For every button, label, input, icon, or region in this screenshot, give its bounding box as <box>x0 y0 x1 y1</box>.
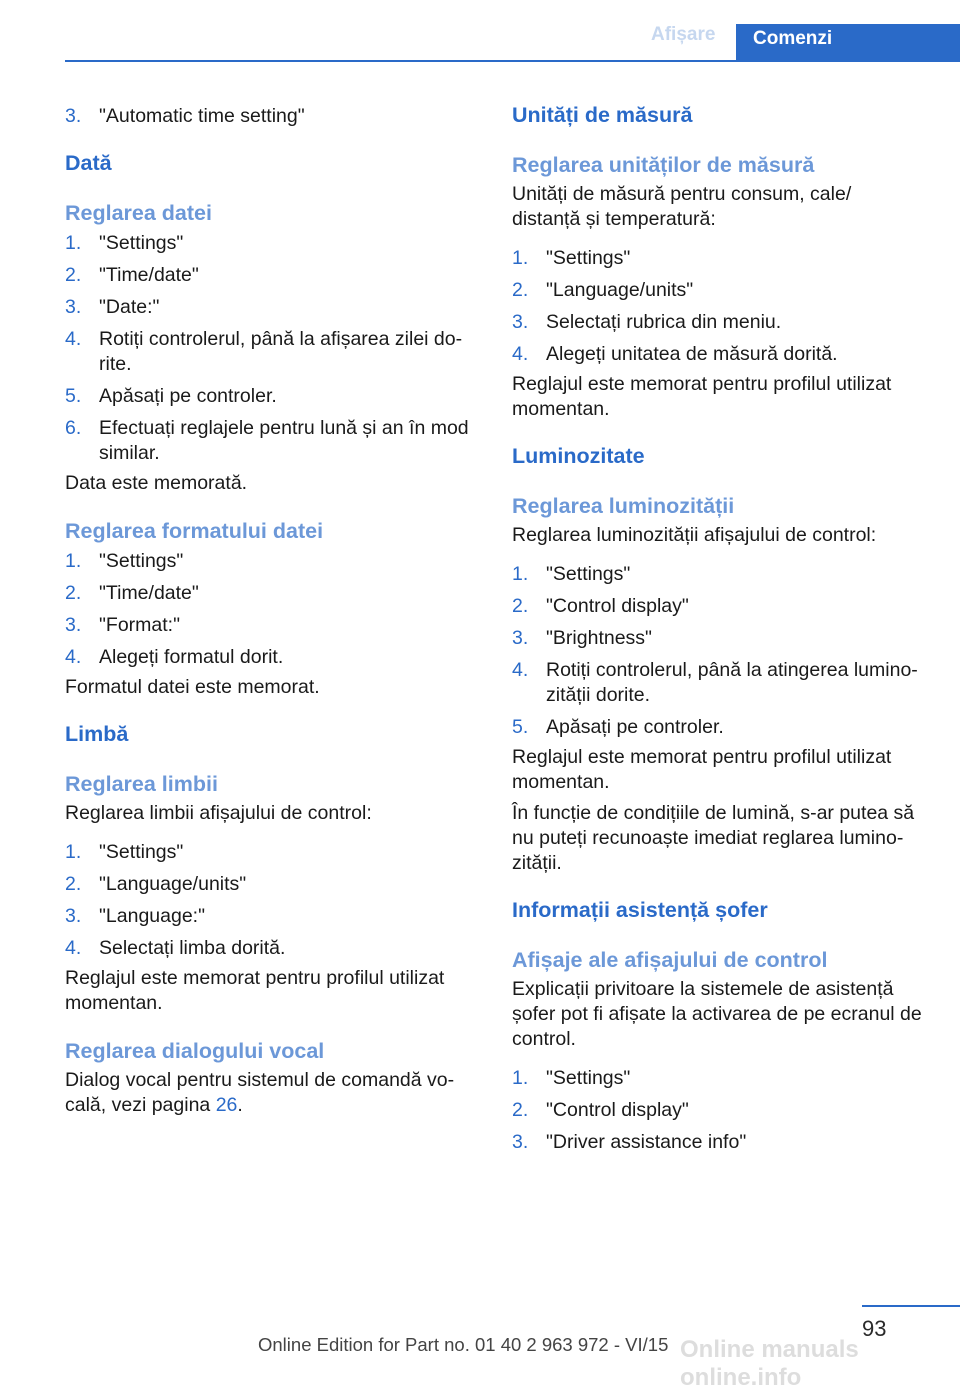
step-text: Apăsați pe controler. <box>546 716 724 738</box>
step-number: 4. <box>512 343 529 365</box>
brightness-steps-list <box>512 562 924 740</box>
voice-dialog-end: . <box>237 1094 243 1116</box>
language-steps-list <box>65 840 477 961</box>
subheading-afisaje: Afișaje ale afișajului de control <box>512 948 828 972</box>
step-number: 5. <box>65 385 82 407</box>
left-column <box>65 100 477 1118</box>
step-number: 2. <box>512 279 529 301</box>
heading-data: Dată <box>65 151 112 175</box>
step-number: 2. <box>512 595 529 617</box>
list-item <box>65 416 477 466</box>
step-text: "Format:" <box>99 614 181 636</box>
step-number: 4. <box>65 328 82 350</box>
subheading-reglarea-limbii: Reglarea limbii <box>65 772 218 796</box>
list-item <box>65 840 477 865</box>
step-number: 4. <box>512 659 529 681</box>
step-text: Selectați rubrica din meniu. <box>546 311 782 333</box>
step-number: 3. <box>65 905 82 927</box>
step-number: 1. <box>512 247 529 269</box>
heading-limba: Limbă <box>65 722 129 746</box>
heading-luminozitate: Luminozitate <box>512 444 645 468</box>
section-tab-afisare[interactable]: Afișare <box>651 24 716 45</box>
list-item <box>65 104 477 129</box>
step-number: 3. <box>512 1131 529 1153</box>
step-number: 2. <box>65 264 82 286</box>
brightness-intro: Reglarea luminozității afișajului de control: <box>512 524 877 546</box>
step-text: "Settings" <box>99 550 184 572</box>
step-text: "Driver assistance info" <box>546 1131 747 1153</box>
heading-unitati: Unități de măsură <box>512 103 693 127</box>
units-steps-list <box>512 246 924 367</box>
list-item <box>512 342 924 367</box>
list-item <box>512 562 924 587</box>
list-item <box>512 1130 924 1155</box>
voice-dialog-body: Dialog vocal pentru sistemul de comandă vocală, vezi pagina <box>65 1069 455 1116</box>
list-item <box>512 626 924 651</box>
edition-footer: Online Edition for Part no. 01 40 2 963 972 - VI/15 <box>258 1334 669 1355</box>
step-number: 1. <box>65 232 82 254</box>
list-item <box>65 872 477 897</box>
step-number: 2. <box>65 582 82 604</box>
list-item <box>65 384 477 409</box>
step-text: "Language:" <box>99 905 206 927</box>
list-item <box>512 658 924 708</box>
step-text: "Automatic time setting" <box>99 105 305 127</box>
assistance-steps-list <box>512 1066 924 1155</box>
list-item <box>512 278 924 303</box>
step-number: 5. <box>512 716 529 738</box>
right-column <box>512 100 924 1162</box>
step-text: "Settings" <box>99 841 184 863</box>
step-number: 6. <box>65 417 82 439</box>
page-reference-link[interactable]: 26 <box>215 1094 238 1116</box>
brightness-note: Reglajul este memorat pentru profilul utilizat momentan. <box>512 746 892 793</box>
language-note: Reglajul este memorat pentru profilul utilizat momentan. <box>65 967 445 1014</box>
brightness-note-2: În funcție de condițiile de lumină, s-ar putea să nu puteți recunoaște imediat reglarea luminozității. <box>512 802 915 874</box>
subheading-reglarea-datei: Reglarea datei <box>65 201 212 225</box>
subheading-reglarea-luminozitatii: Reglarea luminozității <box>512 494 735 518</box>
list-item <box>65 263 477 288</box>
step-number: 3. <box>512 627 529 649</box>
subheading-reglarea-unitatilor: Reglarea unităților de măsură <box>512 153 815 177</box>
date-steps-list <box>65 231 477 466</box>
heading-informatii-asistenta: Informații asistență șofer <box>512 898 768 922</box>
step-text: "Settings" <box>546 1067 631 1089</box>
list-item <box>65 231 477 256</box>
step-number: 3. <box>512 311 529 333</box>
step-text: Efectuați reglajele pentru lună și an în mod similar. <box>99 417 469 464</box>
step-number: 2. <box>512 1099 529 1121</box>
format-note: Formatul datei este memorat. <box>65 676 320 698</box>
step-text: "Time/date" <box>99 582 199 604</box>
step-text: "Language/units" <box>99 873 247 895</box>
step-number: 1. <box>65 841 82 863</box>
list-item <box>512 246 924 271</box>
step-number: 4. <box>65 937 82 959</box>
list-item <box>65 295 477 320</box>
step-text: "Time/date" <box>99 264 199 286</box>
step-text: "Date:" <box>99 296 160 318</box>
step-text: "Control display" <box>546 595 689 617</box>
step-text: Rotiți controlerul, până la afișarea zilei dorite. <box>99 328 463 375</box>
step-number: 2. <box>65 873 82 895</box>
list-item <box>65 581 477 606</box>
step-text: Apăsați pe controler. <box>99 385 277 407</box>
assistance-intro: Explicații privitoare la sistemele de asistență șofer pot fi afișate la activarea de pe ecranul de control. <box>512 978 922 1050</box>
step-number: 4. <box>65 646 82 668</box>
step-text: "Settings" <box>99 232 184 254</box>
list-item <box>65 549 477 574</box>
list-item <box>512 594 924 619</box>
step-number: 3. <box>65 296 82 318</box>
list-item <box>65 936 477 961</box>
step-text: Selectați limba dorită. <box>99 937 286 959</box>
step-number: 3. <box>65 105 82 127</box>
units-intro: Unități de măsură pentru consum, cale/ distanță și temperatură: <box>512 183 852 230</box>
step-text: "Brightness" <box>546 627 652 649</box>
list-item <box>65 327 477 377</box>
list-item <box>65 645 477 670</box>
step-number: 1. <box>512 563 529 585</box>
list-item <box>512 1066 924 1091</box>
step-text: Alegeți unitatea de măsură dorită. <box>546 343 838 365</box>
section-tab-comenzi[interactable]: Comenzi <box>736 24 960 62</box>
step-text: "Settings" <box>546 247 631 269</box>
continued-steps-list <box>65 104 477 129</box>
page-number: 93 <box>862 1316 887 1341</box>
step-text: "Control display" <box>546 1099 689 1121</box>
step-text: "Language/units" <box>546 279 694 301</box>
footer-divider <box>862 1305 960 1307</box>
step-text: Rotiți controlerul, până la atingerea luminozității dorite. <box>546 659 918 706</box>
step-text: "Settings" <box>546 563 631 585</box>
language-intro: Reglarea limbii afișajului de control: <box>65 802 372 824</box>
header-divider <box>65 60 960 62</box>
step-text: Alegeți formatul dorit. <box>99 646 284 668</box>
list-item <box>512 1098 924 1123</box>
watermark: Online manuals online.info <box>680 1336 859 1391</box>
step-number: 3. <box>65 614 82 636</box>
units-note: Reglajul este memorat pentru profilul utilizat momentan. <box>512 373 892 420</box>
step-number: 1. <box>512 1067 529 1089</box>
step-number: 1. <box>65 550 82 572</box>
list-item <box>65 613 477 638</box>
date-note: Data este memorată. <box>65 472 248 494</box>
format-steps-list <box>65 549 477 670</box>
voice-dialog-text <box>65 1068 477 1118</box>
list-item <box>512 715 924 740</box>
page-header <box>0 0 960 62</box>
subheading-dialog-vocal: Reglarea dialogului vocal <box>65 1039 325 1063</box>
list-item <box>512 310 924 335</box>
subheading-format-datei: Reglarea formatului datei <box>65 519 324 543</box>
list-item <box>65 904 477 929</box>
